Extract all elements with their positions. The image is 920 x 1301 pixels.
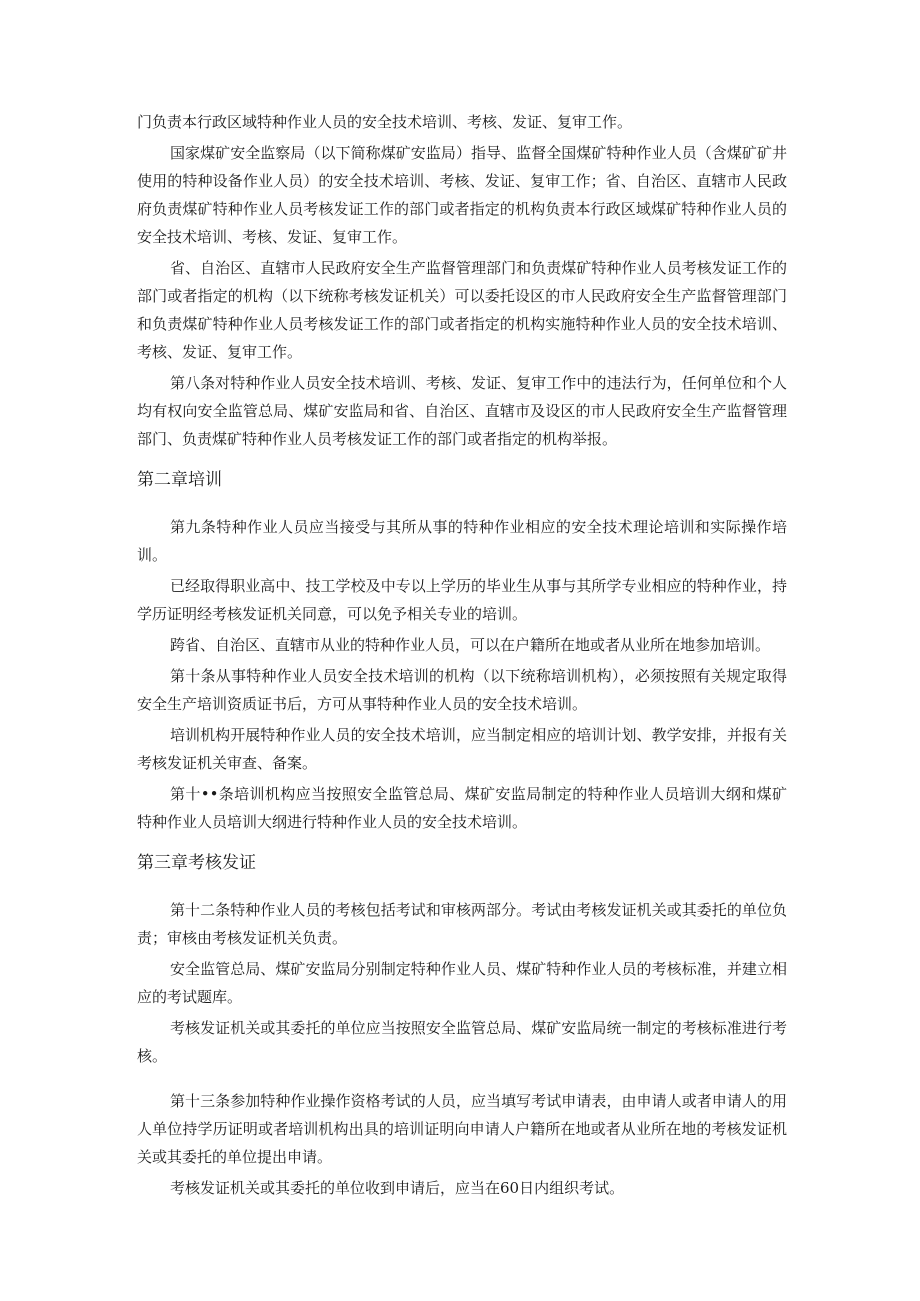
paragraph: 跨省、自治区、直辖市从业的特种作业人员，可以在户籍所在地或者从业所在地参加培训。 — [170, 636, 771, 654]
document-page — [137, 108, 787, 1205]
paragraph: 第十条从事特种作业人员安全技术培训的机构（以下统称培训机构），必须按照有关规定取得安全生产培训资质证书后，方可从事特种作业人员的安全技术培训。 — [137, 667, 787, 713]
paragraph: 省、自治区、直辖市人民政府安全生产监督管理部门和负责煤矿特种作业人员考核发证工作的部门或者指定的机构（以下统称考核发证机关）可以委托设区的市人民政府安全生产监督管理部门和负责煤矿特种作业人员考核发证工作的部门或者指定的机构实施特种作业人员的安全技术培训、考核、发证、复审工作。 — [137, 259, 787, 361]
paragraph: 第十三条参加特种作业操作资格考试的人员，应当填写考试申请表，由申请人或者申请人的用人单位持学历证明或者培训机构出具的培训证明向申请人户籍所在地或者从业所在地的考核发证机关或其委托的单位提出申请。 — [137, 1092, 787, 1166]
paragraph: 考核发证机关或其委托的单位收到申请后，应当在60日内组织考试。 — [170, 1179, 625, 1197]
paragraph: 第十二条特种作业人员的考核包括考试和审核两部分。考试由考核发证机关或其委托的单位负责；审核由考核发证机关负责。 — [137, 901, 787, 947]
paragraph: 第八条对特种作业人员安全技术培训、考核、发证、复审工作中的违法行为，任何单位和个人均有权向安全监管总局、煤矿安监局和省、自治区、直辖市及设区的市人民政府安全生产监督管理部门、负责煤矿特种作业人员考核发证工作的部门或者指定的机构举报。 — [137, 374, 787, 448]
paragraph: 安全监管总局、煤矿安监局分别制定特种作业人员、煤矿特种作业人员的考核标准，并建立相应的考试题库。 — [137, 960, 787, 1006]
paragraph: 第九条特种作业人员应当接受与其所从事的特种作业相应的安全技术理论培训和实际操作培训。 — [137, 518, 787, 564]
paragraph: 第十••条培训机构应当按照安全监管总局、煤矿安监局制定的特种作业人员培训大纲和煤矿特种作业人员培训大纲进行特种作业人员的安全技术培训。 — [137, 785, 787, 831]
paragraph: 培训机构开展特种作业人员的安全技术培训，应当制定相应的培训计划、教学安排，并报有关考核发证机关审查、备案。 — [137, 726, 787, 772]
chapter-heading: 第三章考核发证 — [137, 853, 256, 873]
paragraph: 国家煤矿安全监察局（以下简称煤矿安监局）指导、监督全国煤矿特种作业人员（含煤矿矿井使用的特种设备作业人员）的安全技术培训、考核、发证、复审工作；省、自治区、直辖市人民政府负责煤矿特种作业人员考核发证工作的部门或者指定的机构负责本行政区域煤矿特种作业人员的安全技术培训、考核、发证、复审工作。 — [137, 144, 787, 246]
paragraph: 考核发证机关或其委托的单位应当按照安全监管总局、煤矿安监局统一制定的考核标准进行考核。 — [137, 1019, 787, 1065]
paragraph: 门负责本行政区域特种作业人员的安全技术培训、考核、发证、复审工作。 — [137, 113, 633, 131]
chapter-heading: 第二章培训 — [137, 470, 222, 490]
paragraph: 已经取得职业高中、技工学校及中专以上学历的毕业生从事与其所学专业相应的特种作业，持学历证明经考核发证机关同意，可以免予相关专业的培训。 — [137, 577, 787, 623]
paragraph-gap — [137, 1073, 787, 1087]
